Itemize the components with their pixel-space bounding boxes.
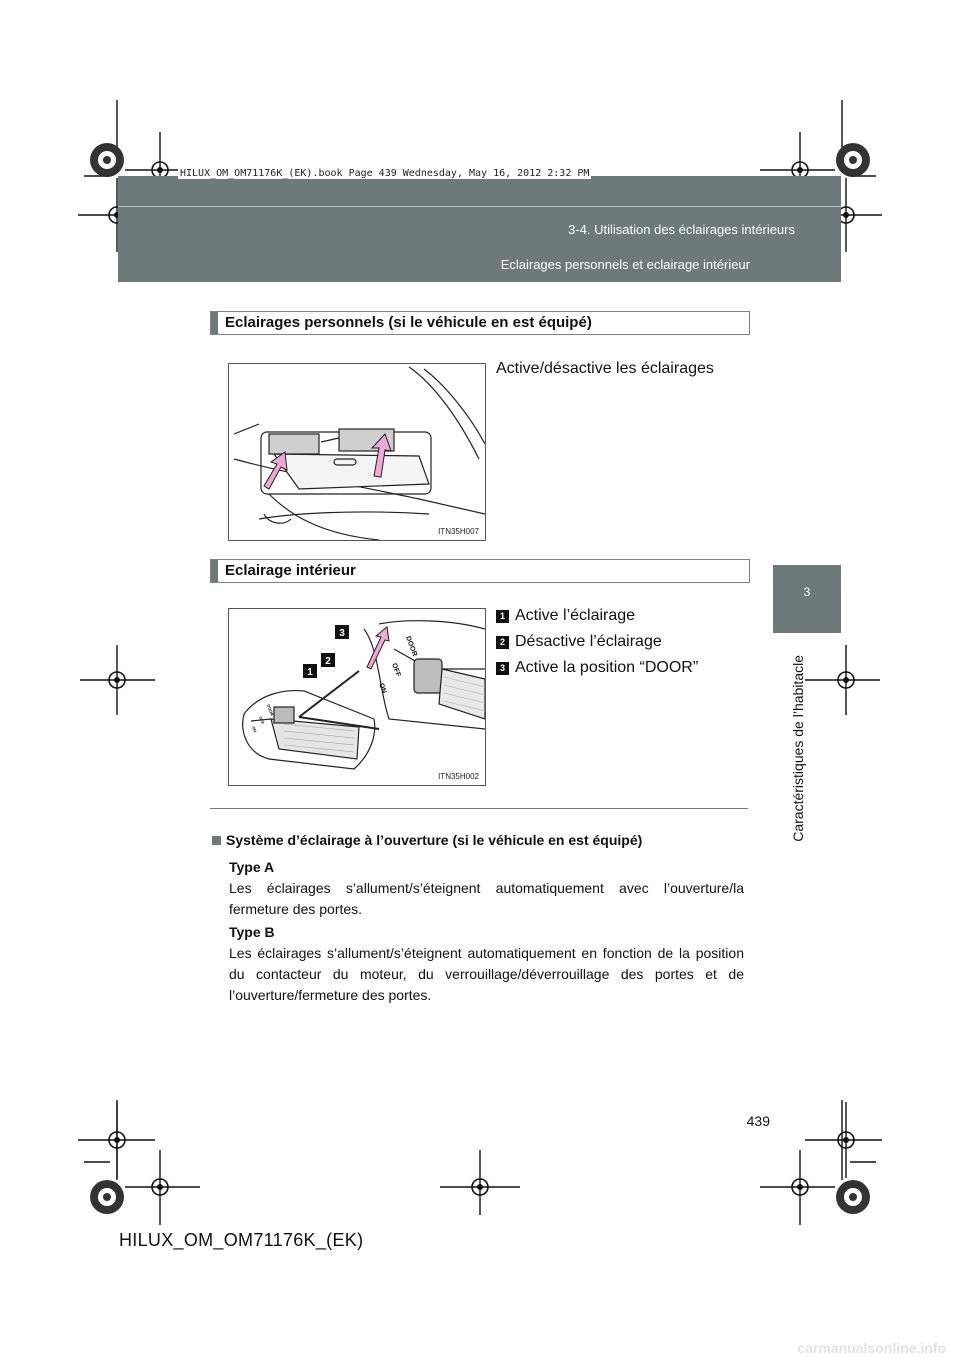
note-type-b bbox=[229, 922, 744, 1006]
subsection-title: Eclairages personnels et eclairage intérieur bbox=[500, 257, 750, 272]
personal-lights-illustration bbox=[229, 364, 485, 540]
figure-badge-2: 2 bbox=[325, 656, 331, 667]
interior-item-text: Active la position “DOOR” bbox=[515, 659, 699, 676]
number-badge: 3 bbox=[496, 662, 509, 675]
page-number: 439 bbox=[746, 1113, 770, 1129]
type-a-label: Type A bbox=[229, 859, 275, 875]
switch-label-off: OFF bbox=[390, 662, 402, 678]
interior-item-3 bbox=[496, 659, 698, 677]
switch-label-on: ON bbox=[377, 682, 388, 695]
interior-item-text: Active l’éclairage bbox=[515, 607, 636, 624]
heading-text: Eclairages personnels (si le véhicule en est équipé) bbox=[225, 314, 592, 331]
watermark bbox=[560, 1340, 950, 1358]
book-stamp: HILUX_OM_OM71176K_(EK).book Page 439 Wednesday, May 16, 2012 2:32 PM bbox=[180, 168, 590, 179]
section-title: 3-4. Utilisation des éclairages intérieurs bbox=[568, 222, 795, 237]
type-a-text: Les éclairages s’allument/s’éteignent automatiquement avec l’ouverture/la fermeture des portes. bbox=[229, 880, 744, 917]
document-code: HILUX_OM_OM71176K_(EK) bbox=[119, 1230, 364, 1250]
chapter-label: Caractéristiques de l’habitacle bbox=[790, 655, 806, 842]
note-heading-text: Système d’éclairage à l’ouverture (si le véhicule en est équipé) bbox=[226, 832, 643, 848]
chapter-tab bbox=[773, 565, 841, 633]
personal-lights-description: Active/désactive les éclairages bbox=[496, 360, 714, 377]
note-type-a bbox=[229, 857, 744, 920]
interior-item-1 bbox=[496, 607, 635, 625]
section-heading-interior-light bbox=[210, 559, 750, 583]
switch-label-off-small: OFF bbox=[258, 715, 266, 725]
type-b-text: Les éclairages s’allument/s’éteignent automatiquement en fonction de la position du contacteur du moteur, du verrouillage/déverrouillage des portes et de l’ouverture/fermeture des portes. bbox=[229, 945, 744, 1003]
interior-item-2 bbox=[496, 633, 662, 651]
note-heading bbox=[212, 832, 642, 848]
square-bullet-icon bbox=[212, 836, 221, 845]
figure-badge-3: 3 bbox=[339, 628, 345, 639]
type-b-label: Type B bbox=[229, 924, 275, 940]
watermark-text: carmanualsonline.info bbox=[797, 1340, 946, 1356]
figure-badge-1: 1 bbox=[307, 667, 313, 678]
figure-interior-light bbox=[228, 608, 486, 786]
number-badge: 2 bbox=[496, 636, 509, 649]
header-divider bbox=[118, 206, 841, 207]
chapter-number: 3 bbox=[803, 585, 811, 599]
switch-label-door-small: DOOR bbox=[266, 703, 275, 717]
figure-code: ITN35H007 bbox=[438, 527, 479, 536]
chapter-label-container bbox=[790, 655, 812, 842]
figure-personal-lights bbox=[228, 363, 486, 541]
interior-light-illustration bbox=[229, 609, 485, 785]
switch-label-on-small: ON bbox=[251, 725, 258, 733]
interior-item-text: Désactive l’éclairage bbox=[515, 633, 662, 650]
heading-bar bbox=[211, 312, 218, 334]
heading-text: Eclairage intérieur bbox=[225, 562, 356, 579]
heading-bar bbox=[211, 560, 218, 582]
figure-code: ITN35H002 bbox=[438, 772, 479, 781]
switch-label-door: DOOR bbox=[404, 635, 418, 658]
section-heading-personal-lights bbox=[210, 311, 750, 335]
section-divider bbox=[210, 808, 748, 809]
number-badge: 1 bbox=[496, 610, 509, 623]
